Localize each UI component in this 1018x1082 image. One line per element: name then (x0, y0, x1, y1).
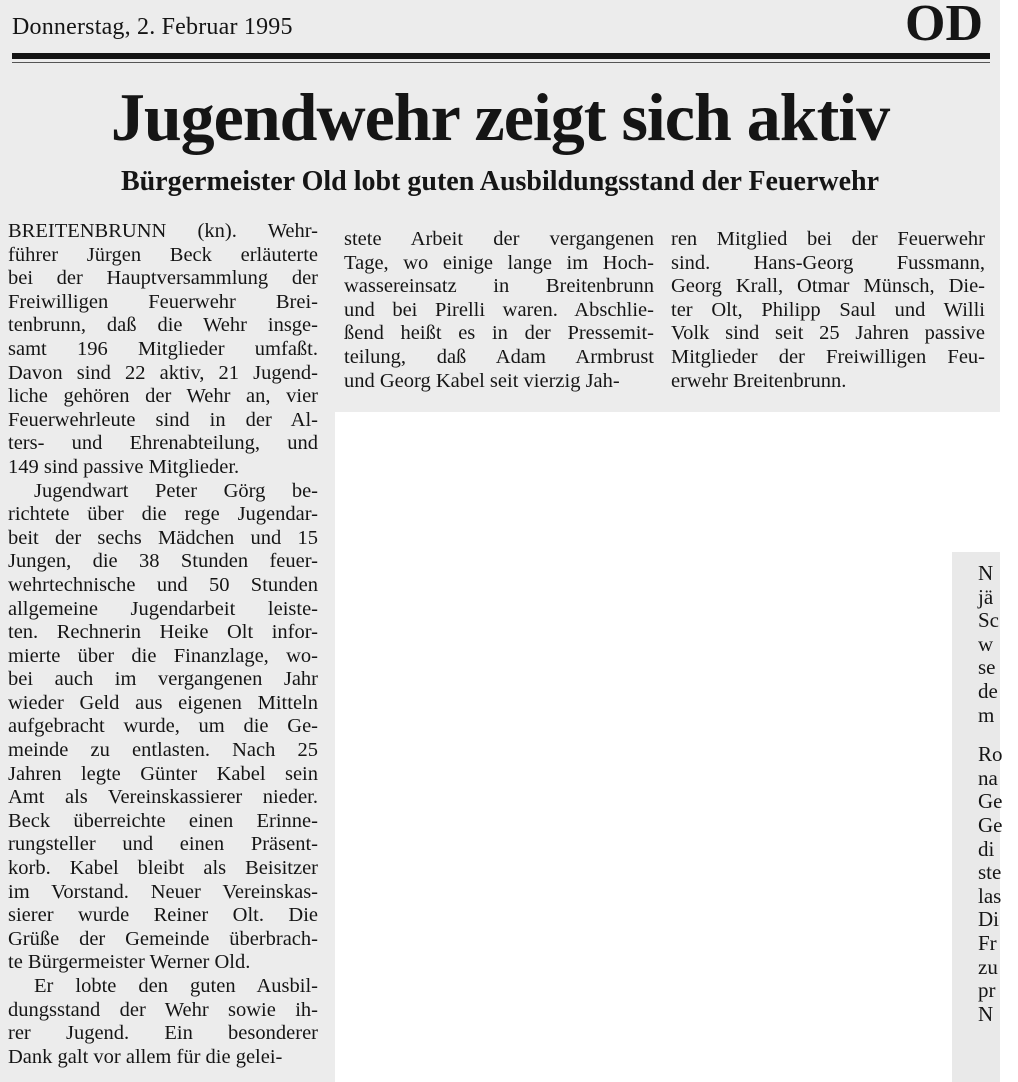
article-text-line: samt 196 Mitglieder umfaßt. (8, 337, 318, 360)
article-text-line: richtete über die rege Jugendar- (8, 503, 318, 526)
article-text-line: tenbrunn, daß die Wehr insge- (8, 314, 318, 337)
article-text-line: ten. Rechnerin Heike Olt infor- (8, 621, 318, 644)
article-text-line: und bei Pirelli waren. Abschlie- (344, 298, 654, 321)
adjacent-text-fragment: ste (978, 860, 1002, 885)
adjacent-text-fragment: zu (978, 954, 998, 979)
header-rule (12, 53, 990, 59)
adjacent-text-fragment: jä (978, 584, 994, 609)
adjacent-text-fragment: m (978, 702, 995, 727)
article-text-line: allgemeine Jugendarbeit leiste- (8, 597, 318, 620)
issue-date: Donnerstag, 2. Februar 1995 (12, 14, 293, 40)
article-text-line: wassereinsatz in Breitenbrunn (344, 275, 654, 298)
article-text-line: Freiwilligen Feuerwehr Brei- (8, 290, 318, 313)
paragraph-gap (978, 727, 1018, 743)
article-text-line: wieder Geld aus eigenen Mitteln (8, 691, 318, 714)
article-text-line: Mitglieder der Freiwilligen Feu- (671, 345, 985, 368)
article-text-line: Tage, wo einige lange im Hoch- (344, 251, 654, 274)
article-text-line: mierte über die Finanzlage, wo- (8, 644, 318, 667)
article-text-line: Grüße der Gemeinde überbrach- (8, 927, 318, 950)
article-text-line: ßend heißt es in der Pressemit- (344, 322, 654, 345)
article-text-line: sierer wurde Reiner Olt. Die (8, 904, 318, 927)
article-text-line: Er lobte den guten Ausbil- (34, 975, 318, 997)
adjacent-text-fragment: Ro (978, 742, 1003, 767)
article-column-3 (671, 228, 985, 393)
adjacent-text-fragment: w (978, 631, 994, 656)
article-column-1 (8, 220, 318, 1069)
adjacent-text-fragment: se (978, 655, 996, 680)
adjacent-text-fragment: Fr (978, 930, 997, 955)
article-text-line: 149 sind passive Mitglieder. (8, 455, 240, 478)
article-text-line: dungsstand der Wehr sowie ih- (8, 998, 318, 1021)
article-text-line: und Georg Kabel seit vierzig Jah- (344, 369, 620, 392)
article-headline: Jugendwehr zeigt sich aktiv (110, 79, 890, 155)
article-text-line: ter Olt, Philipp Saul und Willi (671, 298, 985, 321)
adjacent-article-fragment (978, 562, 1018, 1026)
article-subheadline: Bürgermeister Old lobt guten Ausbildungsstand der Feuerwehr (120, 166, 880, 197)
article-text-line: korb. Kabel bleibt als Beisitzer (8, 857, 318, 880)
adjacent-text-fragment: na (978, 765, 998, 790)
article-text-line: ters- und Ehrenabteilung, und (8, 432, 318, 455)
article-text-line: Georg Krall, Otmar Münsch, Die- (671, 275, 985, 298)
adjacent-text-fragment: N (978, 1001, 994, 1026)
header-rule-thin (12, 62, 990, 63)
article-text-line: bei auch im vergangenen Jahr (8, 668, 318, 691)
article-text-line: Beck überreichte einen Erinne- (8, 809, 318, 832)
article-column-2 (344, 228, 654, 393)
article-text-line: rer Jugend. Ein besonderer (8, 1022, 318, 1045)
article-text-line: erwehr Breitenbrunn. (671, 369, 847, 392)
article-text-line: beit der sechs Mädchen und 15 (8, 526, 318, 549)
article-text-line: Amt als Vereinskassierer nieder. (8, 786, 318, 809)
article-text-line: stete Arbeit der vergangenen (344, 228, 654, 250)
article-text-line: BREITENBRUNN (kn). Wehr- (8, 220, 318, 242)
article-text-line: Davon sind 22 aktiv, 21 Jugend- (8, 361, 318, 384)
adjacent-text-fragment: pr (978, 978, 996, 1003)
article-text-line: teilung, daß Adam Armbrust (344, 345, 654, 368)
adjacent-text-fragment: de (978, 678, 998, 703)
article-text-line: Volk sind seit 25 Jahren passive (671, 322, 985, 345)
article-text-line: Dank galt vor allem für die gelei- (8, 1045, 283, 1068)
article-text-line: wehrtechnische und 50 Stunden (8, 573, 318, 596)
adjacent-text-fragment: Ge (978, 812, 1003, 837)
article-text-line: aufgebracht wurde, um die Ge- (8, 715, 318, 738)
adjacent-text-fragment: Di (978, 907, 999, 932)
article-text-line: führer Jürgen Beck erläuterte (8, 243, 318, 266)
article-text-line: im Vorstand. Neuer Vereinskas- (8, 880, 318, 903)
article-text-line: meinde zu entlasten. Nach 25 (8, 739, 318, 762)
article-text-line: bei der Hauptversammlung der (8, 267, 318, 290)
adjacent-text-fragment: Ge (978, 789, 1003, 814)
adjacent-text-fragment: Sc (978, 608, 999, 633)
section-mark: OD (905, 0, 983, 52)
article-text-line: Feuerwehrleute sind in der Al- (8, 408, 318, 431)
article-text-line: Jungen, die 38 Stunden feuer- (8, 550, 318, 573)
adjacent-text-fragment: di (978, 836, 995, 861)
article-text-line: ren Mitglied bei der Feuerwehr (671, 228, 985, 250)
article-text-line: rungsteller und einen Präsent- (8, 833, 318, 856)
article-text-line: te Bürgermeister Werner Old. (8, 951, 251, 974)
article-text-line: sind. Hans-Georg Fussmann, (671, 251, 985, 274)
adjacent-text-fragment: N (978, 561, 994, 585)
article-text-line: Jahren legte Günter Kabel sein (8, 762, 318, 785)
article-text-line: liche gehören der Wehr an, vier (8, 385, 318, 408)
article-text-line: Jugendwart Peter Görg be- (34, 479, 318, 502)
adjacent-text-fragment: las (978, 883, 1002, 908)
